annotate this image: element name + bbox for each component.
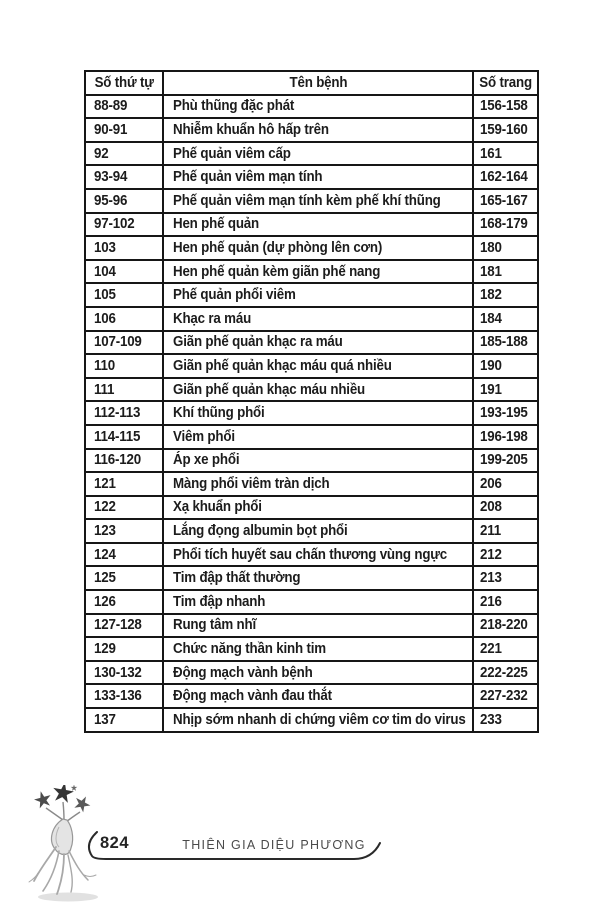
- row-number-cell: 123: [85, 519, 163, 543]
- page-range-cell: 216: [473, 590, 538, 614]
- disease-index-table: [84, 70, 539, 733]
- row-number-cell: 97-102: [85, 213, 163, 237]
- page-range-cell: 159-160: [473, 118, 538, 142]
- row-number-cell: 130-132: [85, 661, 163, 685]
- row-number-cell: 107-109: [85, 331, 163, 355]
- table-row: [85, 425, 538, 449]
- page-range-cell: 162-164: [473, 165, 538, 189]
- page-range-cell: 227-232: [473, 684, 538, 708]
- table-row: [85, 95, 538, 119]
- page-range-cell: 156-158: [473, 95, 538, 119]
- table-row: [85, 142, 538, 166]
- header-row: [85, 71, 538, 95]
- page-range-cell: 182: [473, 283, 538, 307]
- row-number-cell: 125: [85, 566, 163, 590]
- disease-name-cell: Tim đập nhanh: [163, 590, 473, 614]
- disease-name-cell: Màng phổi viêm tràn dịch: [163, 472, 473, 496]
- table-row: [85, 378, 538, 402]
- table-row: [85, 543, 538, 567]
- page-range-cell: 211: [473, 519, 538, 543]
- disease-name-cell: Rung tâm nhĩ: [163, 614, 473, 638]
- table-row: [85, 684, 538, 708]
- page-range-cell: 222-225: [473, 661, 538, 685]
- disease-name-cell: Nhiễm khuẩn hô hấp trên: [163, 118, 473, 142]
- row-number-cell: 110: [85, 354, 163, 378]
- table-row: [85, 118, 538, 142]
- disease-name-cell: Tim đập thất thường: [163, 566, 473, 590]
- page-range-cell: 193-195: [473, 401, 538, 425]
- table-row: [85, 566, 538, 590]
- page-range-cell: 165-167: [473, 189, 538, 213]
- disease-name-cell: Phế quản phổi viêm: [163, 283, 473, 307]
- page-range-cell: 206: [473, 472, 538, 496]
- row-number-cell: 88-89: [85, 95, 163, 119]
- page-range-cell: 212: [473, 543, 538, 567]
- page-range-cell: 218-220: [473, 614, 538, 638]
- table-body: [85, 95, 538, 732]
- table-row: [85, 331, 538, 355]
- row-number-cell: 127-128: [85, 614, 163, 638]
- disease-name-cell: Hen phế quản: [163, 213, 473, 237]
- row-number-cell: 137: [85, 708, 163, 732]
- disease-name-cell: Áp xe phổi: [163, 449, 473, 473]
- disease-name-cell: Giãn phế quản khạc máu nhiều: [163, 378, 473, 402]
- index-table-container: [84, 70, 539, 733]
- header-page-number: Số trang: [473, 71, 538, 95]
- page-number: 824: [100, 834, 130, 852]
- page-range-cell: 181: [473, 260, 538, 284]
- table-row: [85, 401, 538, 425]
- page-range-cell: 168-179: [473, 213, 538, 237]
- book-title: THIÊN GIA DIỆU PHƯƠNG: [182, 838, 366, 852]
- page-range-cell: 213: [473, 566, 538, 590]
- row-number-cell: 114-115: [85, 425, 163, 449]
- table-row: [85, 260, 538, 284]
- row-number-cell: 103: [85, 236, 163, 260]
- page-range-cell: 184: [473, 307, 538, 331]
- disease-name-cell: Chức năng thần kinh tim: [163, 637, 473, 661]
- header-disease-name: Tên bệnh: [163, 71, 473, 95]
- row-number-cell: 133-136: [85, 684, 163, 708]
- table-row: [85, 637, 538, 661]
- row-number-cell: 95-96: [85, 189, 163, 213]
- row-number-cell: 93-94: [85, 165, 163, 189]
- disease-name-cell: Viêm phổi: [163, 425, 473, 449]
- disease-name-cell: Phổi tích huyết sau chấn thương vùng ngực: [163, 543, 473, 567]
- disease-name-cell: Phù thũng đặc phát: [163, 95, 473, 119]
- disease-name-cell: Hen phế quản kèm giãn phế nang: [163, 260, 473, 284]
- disease-name-cell: Xạ khuẩn phổi: [163, 496, 473, 520]
- page-range-cell: 191: [473, 378, 538, 402]
- disease-name-cell: Hen phế quản (dự phòng lên cơn): [163, 236, 473, 260]
- row-number-cell: 92: [85, 142, 163, 166]
- disease-name-cell: Nhịp sớm nhanh di chứng viêm cơ tim do virus: [163, 708, 473, 732]
- table-row: [85, 213, 538, 237]
- disease-name-cell: Lắng đọng albumin bọt phổi: [163, 519, 473, 543]
- row-number-cell: 126: [85, 590, 163, 614]
- header-row-number: Số thứ tự: [85, 71, 163, 95]
- table-row: [85, 661, 538, 685]
- row-number-cell: 111: [85, 378, 163, 402]
- table-row: [85, 496, 538, 520]
- table-header: [85, 71, 538, 95]
- table-row: [85, 283, 538, 307]
- disease-name-cell: Giãn phế quản khạc ra máu: [163, 331, 473, 355]
- row-number-cell: 104: [85, 260, 163, 284]
- page-range-cell: 180: [473, 236, 538, 260]
- disease-name-cell: Khí thũng phổi: [163, 401, 473, 425]
- disease-name-cell: Phế quản viêm mạn tính kèm phế khí thũng: [163, 189, 473, 213]
- page-range-cell: 221: [473, 637, 538, 661]
- page-range-cell: 185-188: [473, 331, 538, 355]
- row-number-cell: 122: [85, 496, 163, 520]
- disease-name-cell: Giãn phế quản khạc máu quá nhiều: [163, 354, 473, 378]
- disease-name-cell: Phế quản viêm cấp: [163, 142, 473, 166]
- table-row: [85, 590, 538, 614]
- table-row: [85, 354, 538, 378]
- footer-banner: [80, 831, 392, 865]
- row-number-cell: 121: [85, 472, 163, 496]
- page-range-cell: 208: [473, 496, 538, 520]
- disease-name-cell: Động mạch vành đau thắt: [163, 684, 473, 708]
- table-row: [85, 614, 538, 638]
- table-row: [85, 165, 538, 189]
- page-range-cell: 196-198: [473, 425, 538, 449]
- disease-name-cell: Phế quản viêm mạn tính: [163, 165, 473, 189]
- table-row: [85, 189, 538, 213]
- table-row: [85, 236, 538, 260]
- row-number-cell: 105: [85, 283, 163, 307]
- disease-name-cell: Động mạch vành bệnh: [163, 661, 473, 685]
- table-row: [85, 449, 538, 473]
- table-row: [85, 307, 538, 331]
- disease-name-cell: Khạc ra máu: [163, 307, 473, 331]
- table-row: [85, 708, 538, 732]
- row-number-cell: 129: [85, 637, 163, 661]
- page-range-cell: 233: [473, 708, 538, 732]
- row-number-cell: 106: [85, 307, 163, 331]
- row-number-cell: 112-113: [85, 401, 163, 425]
- row-number-cell: 124: [85, 543, 163, 567]
- row-number-cell: 116-120: [85, 449, 163, 473]
- table-row: [85, 519, 538, 543]
- row-number-cell: 90-91: [85, 118, 163, 142]
- page-range-cell: 161: [473, 142, 538, 166]
- table-row: [85, 472, 538, 496]
- page-range-cell: 199-205: [473, 449, 538, 473]
- page-range-cell: 190: [473, 354, 538, 378]
